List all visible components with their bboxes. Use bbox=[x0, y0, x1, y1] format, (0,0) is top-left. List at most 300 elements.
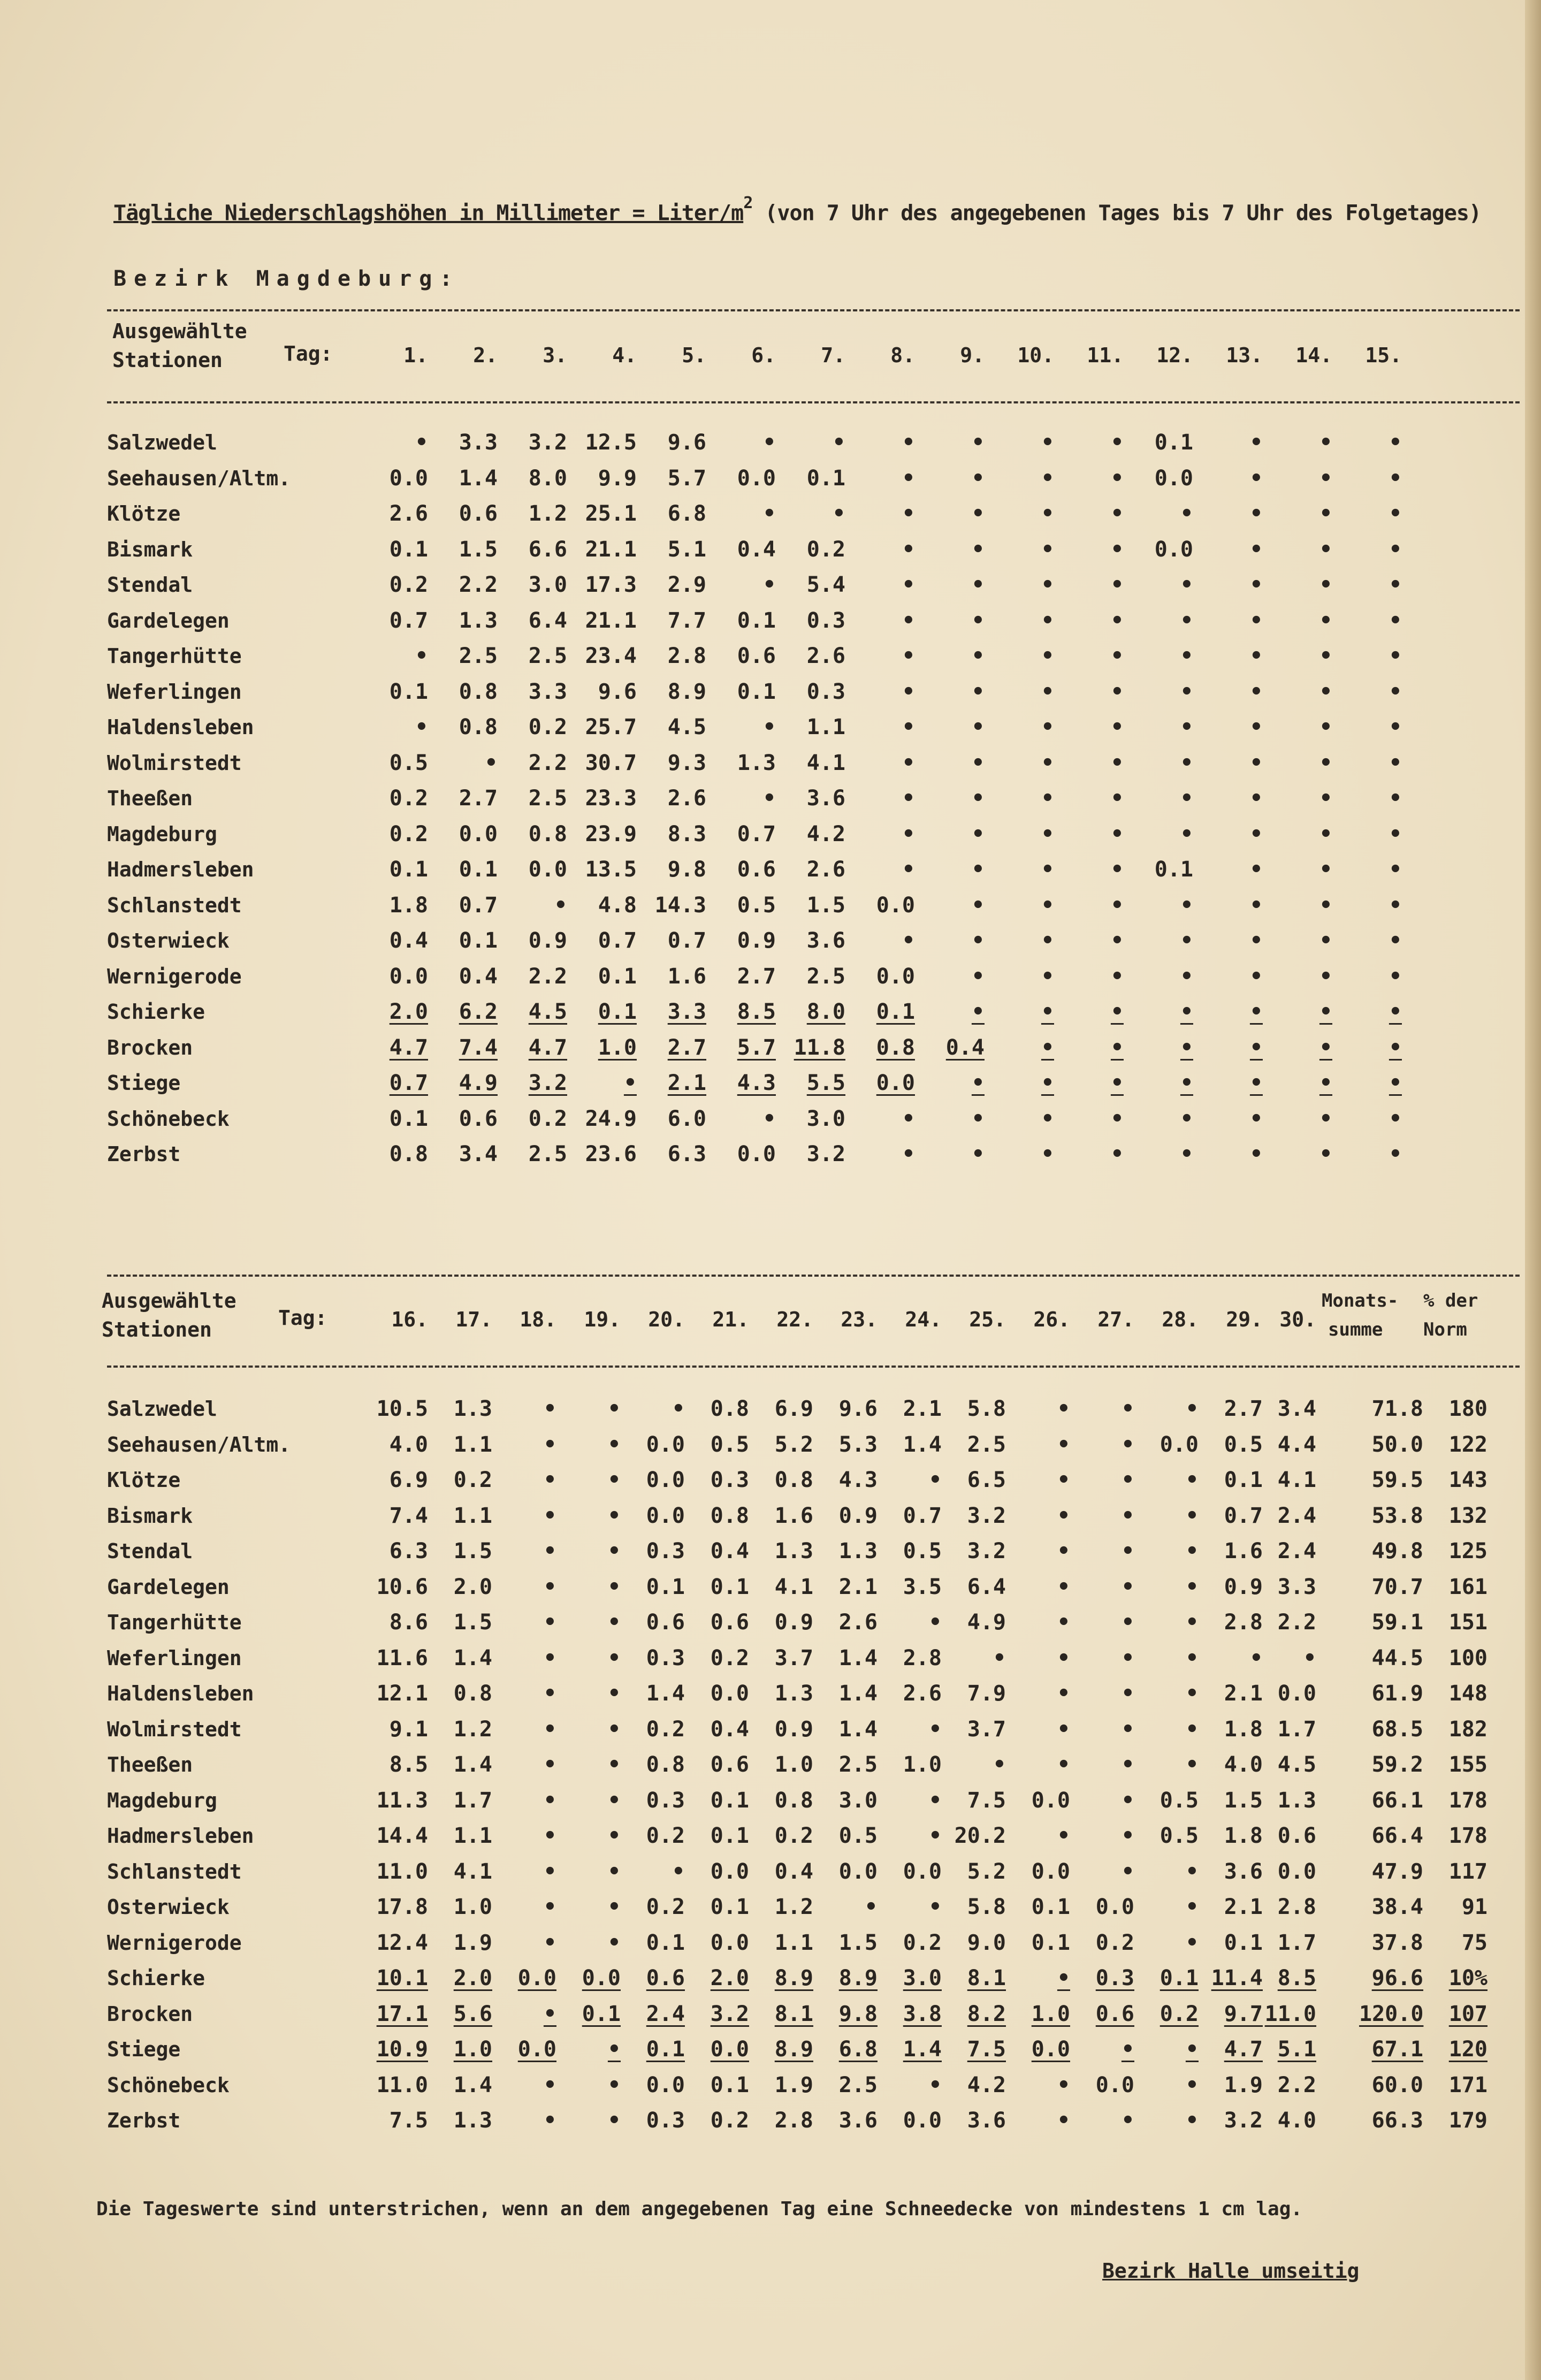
value-cell: • bbox=[902, 928, 915, 953]
value-cell: 0.9 bbox=[838, 1503, 878, 1528]
value-cell: • bbox=[1319, 715, 1332, 739]
value-cell: 0.2 bbox=[528, 1106, 567, 1131]
value-cell: 2.1 bbox=[1224, 1681, 1263, 1706]
value-cell: 0.0 bbox=[737, 466, 776, 491]
value-cell: • bbox=[1110, 608, 1124, 633]
day-header: 4. bbox=[612, 344, 637, 367]
station-name: Weferlingen bbox=[107, 1646, 242, 1670]
value-cell: 23.9 bbox=[585, 821, 637, 846]
value-cell: 0.2 bbox=[528, 715, 567, 739]
pct-norm-cell: 171 bbox=[1448, 2072, 1487, 2097]
value-cell: 0.0 bbox=[1095, 1895, 1134, 1919]
value-cell: 3.6 bbox=[967, 2108, 1006, 2133]
value-cell: • bbox=[1110, 715, 1124, 739]
value-cell: 2.9 bbox=[667, 573, 706, 597]
value-cell: 2.2 bbox=[1277, 1610, 1316, 1635]
value-cell: 0.0 bbox=[517, 2037, 556, 2062]
value-cell: • bbox=[1110, 821, 1124, 846]
value-cell: 0.1 bbox=[1031, 1895, 1070, 1919]
value-cell: • bbox=[1110, 857, 1124, 882]
value-cell: 1.2 bbox=[453, 1717, 492, 1742]
value-cell: 0.1 bbox=[389, 1106, 428, 1131]
value-cell: 0.8 bbox=[646, 1752, 685, 1777]
value-cell: • bbox=[1180, 1106, 1193, 1131]
value-cell: 0.0 bbox=[646, 1468, 685, 1492]
value-cell: 0.1 bbox=[459, 928, 498, 953]
value-cell: • bbox=[1319, 928, 1332, 953]
title-superscript: 2 bbox=[743, 194, 753, 212]
value-cell: 0.1 bbox=[1031, 1930, 1070, 1955]
value-cell: • bbox=[1121, 1468, 1134, 1492]
value-cell: • bbox=[1389, 537, 1402, 562]
value-cell: 4.7 bbox=[1224, 2037, 1263, 2062]
value-cell: 0.0 bbox=[646, 2072, 685, 2097]
pct-norm-cell: 91 bbox=[1461, 1895, 1487, 1919]
month-sum-line1: Monats- bbox=[1322, 1290, 1399, 1311]
value-cell: • bbox=[902, 573, 915, 597]
value-cell: • bbox=[415, 644, 428, 668]
value-cell: • bbox=[1110, 964, 1124, 989]
station-name: Stiege bbox=[107, 1071, 181, 1095]
value-cell: 14.3 bbox=[654, 892, 706, 918]
value-cell: 2.5 bbox=[967, 1432, 1006, 1457]
table-row bbox=[0, 781, 1541, 816]
table2-day-label: Tag: bbox=[278, 1306, 327, 1330]
value-cell: • bbox=[1121, 1752, 1134, 1777]
value-cell: 25.1 bbox=[585, 501, 637, 526]
table-row bbox=[0, 2103, 1541, 2138]
value-cell: • bbox=[1110, 679, 1124, 704]
value-cell: • bbox=[1121, 1681, 1134, 1706]
value-cell: 11.4 bbox=[1211, 1966, 1263, 1990]
value-cell: • bbox=[1389, 679, 1402, 704]
value-cell: • bbox=[543, 1468, 556, 1492]
value-cell: 0.3 bbox=[646, 1539, 685, 1563]
value-cell: 5.3 bbox=[838, 1432, 878, 1457]
value-cell: • bbox=[1057, 2072, 1070, 2097]
value-cell: • bbox=[1110, 1035, 1124, 1060]
value-cell: • bbox=[1041, 1071, 1054, 1095]
value-cell: 0.5 bbox=[903, 1539, 942, 1563]
value-cell: • bbox=[607, 1645, 621, 1670]
value-cell: • bbox=[1041, 1106, 1054, 1131]
pct-norm-line1: % der bbox=[1423, 1290, 1478, 1311]
value-cell: 1.8 bbox=[1224, 1717, 1263, 1742]
value-cell: 0.4 bbox=[459, 964, 498, 989]
value-cell: 2.1 bbox=[903, 1397, 942, 1421]
value-cell: 0.2 bbox=[646, 1824, 685, 1848]
value-cell: 1.0 bbox=[903, 1752, 942, 1777]
value-cell: 11.6 bbox=[376, 1645, 428, 1670]
stations-header-line1: Ausgewählte bbox=[102, 1289, 237, 1313]
value-cell: • bbox=[1185, 1717, 1199, 1742]
value-cell: • bbox=[1319, 750, 1332, 775]
day-header: 3. bbox=[543, 344, 567, 367]
table2-top-rule bbox=[107, 1275, 1520, 1277]
value-cell: • bbox=[971, 892, 985, 918]
value-cell: 0.1 bbox=[876, 1000, 915, 1024]
value-cell: • bbox=[971, 1000, 985, 1024]
value-cell: • bbox=[1249, 964, 1263, 989]
value-cell: • bbox=[1121, 2108, 1134, 2133]
value-cell: • bbox=[1057, 1966, 1070, 1990]
district-heading: Bezirk Magdeburg: bbox=[113, 266, 460, 291]
value-cell: • bbox=[607, 1681, 621, 1706]
value-cell: • bbox=[1319, 1000, 1332, 1024]
value-cell: 8.1 bbox=[774, 2001, 813, 2026]
value-cell: • bbox=[1185, 1503, 1199, 1528]
value-cell: • bbox=[1121, 1610, 1134, 1635]
value-cell: 3.4 bbox=[459, 1142, 498, 1166]
pct-norm-cell: 10% bbox=[1448, 1966, 1487, 1990]
value-cell: 4.5 bbox=[528, 1000, 567, 1024]
value-cell: 2.7 bbox=[459, 786, 498, 811]
value-cell: • bbox=[971, 715, 985, 739]
value-cell: • bbox=[1110, 892, 1124, 918]
value-cell: 1.5 bbox=[453, 1610, 492, 1635]
day-header: 6. bbox=[751, 344, 776, 367]
value-cell: 1.3 bbox=[774, 1539, 813, 1563]
month-sum-cell: 66.4 bbox=[1371, 1824, 1423, 1848]
value-cell: 0.2 bbox=[1095, 1930, 1134, 1955]
value-cell: 4.0 bbox=[389, 1432, 428, 1457]
value-cell: 0.4 bbox=[710, 1717, 749, 1742]
value-cell: • bbox=[607, 1859, 621, 1884]
value-cell: 0.1 bbox=[806, 466, 845, 491]
continuation-note: Bezirk Halle umseitig bbox=[1102, 2259, 1360, 2283]
value-cell: 4.3 bbox=[838, 1468, 878, 1492]
value-cell: • bbox=[1303, 1645, 1316, 1670]
value-cell: 1.1 bbox=[453, 1824, 492, 1848]
value-cell: • bbox=[1249, 466, 1263, 491]
value-cell: 0.1 bbox=[598, 1000, 637, 1024]
station-name: Stiege bbox=[107, 2038, 181, 2061]
day-header: 30. bbox=[1279, 1308, 1316, 1331]
value-cell: 4.0 bbox=[1277, 2108, 1316, 2133]
day-header: 12. bbox=[1156, 344, 1193, 367]
value-cell: • bbox=[1249, 1035, 1263, 1060]
station-name: Haldensleben bbox=[107, 1682, 254, 1705]
value-cell: 0.3 bbox=[806, 608, 845, 633]
value-cell: • bbox=[1121, 1788, 1134, 1813]
value-cell: 2.8 bbox=[774, 2108, 813, 2133]
value-cell: • bbox=[1057, 1432, 1070, 1457]
pct-norm-cell: 182 bbox=[1448, 1717, 1487, 1742]
table-row bbox=[0, 1030, 1541, 1065]
value-cell: • bbox=[415, 430, 428, 455]
value-cell: 3.2 bbox=[967, 1539, 1006, 1563]
value-cell: 0.0 bbox=[737, 1142, 776, 1166]
value-cell: • bbox=[607, 1895, 621, 1919]
value-cell: 1.7 bbox=[1277, 1930, 1316, 1955]
value-cell: • bbox=[971, 928, 985, 953]
value-cell: 5.7 bbox=[737, 1035, 776, 1060]
value-cell: • bbox=[971, 857, 985, 882]
value-cell: • bbox=[1389, 750, 1402, 775]
pct-norm-cell: 155 bbox=[1448, 1752, 1487, 1777]
value-cell: • bbox=[1110, 430, 1124, 455]
value-cell: 1.0 bbox=[774, 1752, 813, 1777]
value-cell: 9.3 bbox=[667, 750, 706, 775]
value-cell: 2.5 bbox=[806, 964, 845, 989]
value-cell: 0.2 bbox=[774, 1824, 813, 1848]
value-cell: 1.4 bbox=[903, 2037, 942, 2062]
value-cell: • bbox=[1389, 892, 1402, 918]
value-cell: 7.4 bbox=[459, 1035, 498, 1060]
value-cell: • bbox=[1180, 1142, 1193, 1166]
value-cell: • bbox=[607, 1574, 621, 1599]
value-cell: 4.4 bbox=[1277, 1432, 1316, 1457]
value-cell: • bbox=[1057, 1539, 1070, 1563]
value-cell: 0.9 bbox=[1224, 1574, 1263, 1599]
value-cell: 0.0 bbox=[582, 1966, 621, 1990]
value-cell: 2.1 bbox=[1224, 1895, 1263, 1919]
value-cell: • bbox=[543, 1930, 556, 1955]
value-cell: 3.8 bbox=[903, 2001, 942, 2026]
value-cell: • bbox=[1249, 857, 1263, 882]
value-cell: 3.3 bbox=[459, 430, 498, 455]
value-cell: • bbox=[1110, 466, 1124, 491]
station-name: Zerbst bbox=[107, 1142, 181, 1166]
station-name: Seehausen/Altm. bbox=[107, 466, 291, 490]
value-cell: 1.5 bbox=[459, 537, 498, 562]
value-cell: • bbox=[1041, 750, 1054, 775]
value-cell: • bbox=[1180, 750, 1193, 775]
value-cell: 6.3 bbox=[667, 1142, 706, 1166]
table-row bbox=[0, 1712, 1541, 1747]
value-cell: 0.1 bbox=[710, 1824, 749, 1848]
value-cell: • bbox=[672, 1859, 685, 1884]
value-cell: 6.2 bbox=[459, 1000, 498, 1024]
value-cell: 0.2 bbox=[646, 1895, 685, 1919]
day-header: 17. bbox=[455, 1308, 492, 1331]
value-cell: • bbox=[1319, 501, 1332, 526]
value-cell: 1.9 bbox=[453, 1930, 492, 1955]
month-sum-cell: 59.2 bbox=[1371, 1752, 1423, 1777]
value-cell: 0.2 bbox=[389, 786, 428, 811]
value-cell: 1.8 bbox=[1224, 1824, 1263, 1848]
month-sum-cell: 59.5 bbox=[1371, 1468, 1423, 1492]
station-name: Wolmirstedt bbox=[107, 751, 242, 775]
value-cell: 9.1 bbox=[389, 1717, 428, 1742]
station-name: Theeßen bbox=[107, 787, 193, 810]
month-sum-cell: 61.9 bbox=[1371, 1681, 1423, 1706]
value-cell: • bbox=[1041, 786, 1054, 811]
value-cell: • bbox=[971, 1071, 985, 1095]
table-row bbox=[0, 638, 1541, 674]
value-cell: 2.4 bbox=[646, 2001, 685, 2026]
value-cell: 1.8 bbox=[389, 892, 428, 918]
value-cell: • bbox=[623, 1071, 637, 1095]
pct-norm-cell: 143 bbox=[1448, 1468, 1487, 1492]
value-cell: 0.0 bbox=[710, 1681, 749, 1706]
value-cell: • bbox=[971, 750, 985, 775]
value-cell: • bbox=[1389, 1071, 1402, 1095]
value-cell: • bbox=[1180, 1000, 1193, 1024]
station-name: Hadmersleben bbox=[107, 1824, 254, 1848]
value-cell: • bbox=[1319, 821, 1332, 846]
value-cell: 5.6 bbox=[453, 2001, 492, 2026]
value-cell: • bbox=[1041, 928, 1054, 953]
day-header: 13. bbox=[1226, 344, 1263, 367]
value-cell: 1.4 bbox=[459, 466, 498, 491]
value-cell: • bbox=[1180, 644, 1193, 668]
value-cell: 9.0 bbox=[967, 1930, 1006, 1955]
value-cell: • bbox=[971, 573, 985, 597]
month-sum-cell: 50.0 bbox=[1371, 1432, 1423, 1457]
value-cell: 17.3 bbox=[585, 573, 637, 597]
value-cell: • bbox=[1041, 466, 1054, 491]
station-name: Salzwedel bbox=[107, 431, 217, 454]
value-cell: 2.5 bbox=[528, 786, 567, 811]
value-cell: 12.4 bbox=[376, 1930, 428, 1955]
value-cell: 0.5 bbox=[710, 1432, 749, 1457]
value-cell: 0.0 bbox=[876, 1071, 915, 1095]
value-cell: • bbox=[607, 1788, 621, 1813]
value-cell: • bbox=[1121, 1859, 1134, 1884]
value-cell: • bbox=[1389, 608, 1402, 633]
value-cell: • bbox=[607, 1397, 621, 1421]
value-cell: • bbox=[1185, 1397, 1199, 1421]
value-cell: 0.1 bbox=[389, 537, 428, 562]
value-cell: 4.1 bbox=[806, 750, 845, 775]
value-cell: 8.0 bbox=[528, 466, 567, 491]
table-row bbox=[0, 532, 1541, 567]
value-cell: • bbox=[832, 501, 845, 526]
value-cell: • bbox=[543, 1895, 556, 1919]
value-cell: 1.3 bbox=[453, 2108, 492, 2133]
value-cell: 13.5 bbox=[585, 857, 637, 882]
value-cell: 23.6 bbox=[585, 1142, 637, 1166]
value-cell: • bbox=[1249, 715, 1263, 739]
value-cell: 2.6 bbox=[903, 1681, 942, 1706]
value-cell: • bbox=[607, 2037, 621, 2062]
value-cell: • bbox=[902, 750, 915, 775]
value-cell: • bbox=[543, 2108, 556, 2133]
value-cell: • bbox=[1110, 1106, 1124, 1131]
value-cell: 0.3 bbox=[1095, 1966, 1134, 1990]
value-cell: 5.1 bbox=[1277, 2037, 1316, 2062]
value-cell: 9.6 bbox=[667, 430, 706, 455]
table-row bbox=[0, 1101, 1541, 1136]
station-name: Brocken bbox=[107, 2002, 193, 2026]
value-cell: 1.6 bbox=[1224, 1539, 1263, 1563]
station-name: Magdeburg bbox=[107, 822, 217, 846]
month-sum-cell: 60.0 bbox=[1371, 2072, 1423, 2097]
station-name: Wernigerode bbox=[107, 1931, 242, 1955]
value-cell: 1.6 bbox=[774, 1503, 813, 1528]
value-cell: 0.6 bbox=[646, 1966, 685, 1990]
station-name: Haldensleben bbox=[107, 715, 254, 739]
value-cell: 2.6 bbox=[389, 501, 428, 526]
value-cell: 0.1 bbox=[1159, 1966, 1199, 1990]
value-cell: • bbox=[1110, 928, 1124, 953]
value-cell: 0.0 bbox=[1277, 1859, 1316, 1884]
value-cell: • bbox=[1110, 1071, 1124, 1095]
value-cell: 0.1 bbox=[710, 1788, 749, 1813]
value-cell: • bbox=[1389, 821, 1402, 846]
value-cell: 24.9 bbox=[585, 1106, 637, 1131]
value-cell: • bbox=[1249, 1106, 1263, 1131]
value-cell: 21.1 bbox=[585, 537, 637, 562]
day-header: 24. bbox=[905, 1308, 942, 1331]
value-cell: 2.5 bbox=[838, 2072, 878, 2097]
station-name: Stendal bbox=[107, 573, 193, 597]
value-cell: • bbox=[971, 537, 985, 562]
table-row bbox=[0, 2068, 1541, 2103]
value-cell: 0.1 bbox=[1224, 1468, 1263, 1492]
value-cell: • bbox=[1110, 644, 1124, 668]
value-cell: • bbox=[1057, 1574, 1070, 1599]
value-cell: 0.8 bbox=[459, 715, 498, 739]
value-cell: 0.0 bbox=[389, 964, 428, 989]
value-cell: 0.4 bbox=[389, 928, 428, 953]
month-sum-cell: 47.9 bbox=[1371, 1859, 1423, 1884]
value-cell: 2.7 bbox=[737, 964, 776, 989]
value-cell: 1.3 bbox=[774, 1681, 813, 1706]
month-sum-cell: 71.8 bbox=[1371, 1397, 1423, 1421]
value-cell: • bbox=[902, 857, 915, 882]
value-cell: • bbox=[1180, 786, 1193, 811]
value-cell: 8.2 bbox=[967, 2001, 1006, 2026]
value-cell: 0.1 bbox=[1154, 857, 1193, 882]
value-cell: 12.1 bbox=[376, 1681, 428, 1706]
pct-norm-header bbox=[1423, 1286, 1478, 1344]
value-cell: 1.4 bbox=[838, 1681, 878, 1706]
value-cell: 6.6 bbox=[528, 537, 567, 562]
value-cell: 0.9 bbox=[528, 928, 567, 953]
value-cell: • bbox=[607, 2108, 621, 2133]
value-cell: 0.7 bbox=[903, 1503, 942, 1528]
table-row bbox=[0, 425, 1541, 460]
value-cell: 0.1 bbox=[1154, 430, 1193, 455]
table-row bbox=[0, 567, 1541, 602]
value-cell: 0.9 bbox=[737, 928, 776, 953]
value-cell: • bbox=[902, 466, 915, 491]
value-cell: 0.0 bbox=[876, 964, 915, 989]
value-cell: • bbox=[1319, 466, 1332, 491]
table1-stations-header bbox=[112, 317, 247, 375]
value-cell: 1.4 bbox=[903, 1432, 942, 1457]
table-row bbox=[0, 994, 1541, 1029]
value-cell: • bbox=[1121, 1397, 1134, 1421]
value-cell: • bbox=[1041, 537, 1054, 562]
value-cell: • bbox=[1041, 892, 1054, 918]
value-cell: 1.0 bbox=[453, 2037, 492, 2062]
value-cell: • bbox=[1057, 1752, 1070, 1777]
value-cell: • bbox=[1057, 1824, 1070, 1848]
value-cell: 4.2 bbox=[967, 2072, 1006, 2097]
value-cell: • bbox=[1185, 1468, 1199, 1492]
value-cell: 0.9 bbox=[774, 1717, 813, 1742]
value-cell: 1.6 bbox=[667, 964, 706, 989]
value-cell: • bbox=[1319, 1106, 1332, 1131]
value-cell: 0.4 bbox=[945, 1035, 985, 1060]
value-cell: 4.2 bbox=[806, 821, 845, 846]
value-cell: 0.1 bbox=[646, 1574, 685, 1599]
value-cell: 2.5 bbox=[459, 644, 498, 668]
stations-header-line2: Stationen bbox=[102, 1318, 212, 1341]
value-cell: 1.5 bbox=[838, 1930, 878, 1955]
value-cell: 0.1 bbox=[1224, 1930, 1263, 1955]
day-header: 15. bbox=[1365, 344, 1402, 367]
table-row bbox=[0, 1747, 1541, 1782]
table-row bbox=[0, 852, 1541, 887]
value-cell: 4.0 bbox=[1224, 1752, 1263, 1777]
value-cell: 23.4 bbox=[585, 644, 637, 668]
value-cell: • bbox=[1041, 679, 1054, 704]
value-cell: 0.0 bbox=[710, 2037, 749, 2062]
